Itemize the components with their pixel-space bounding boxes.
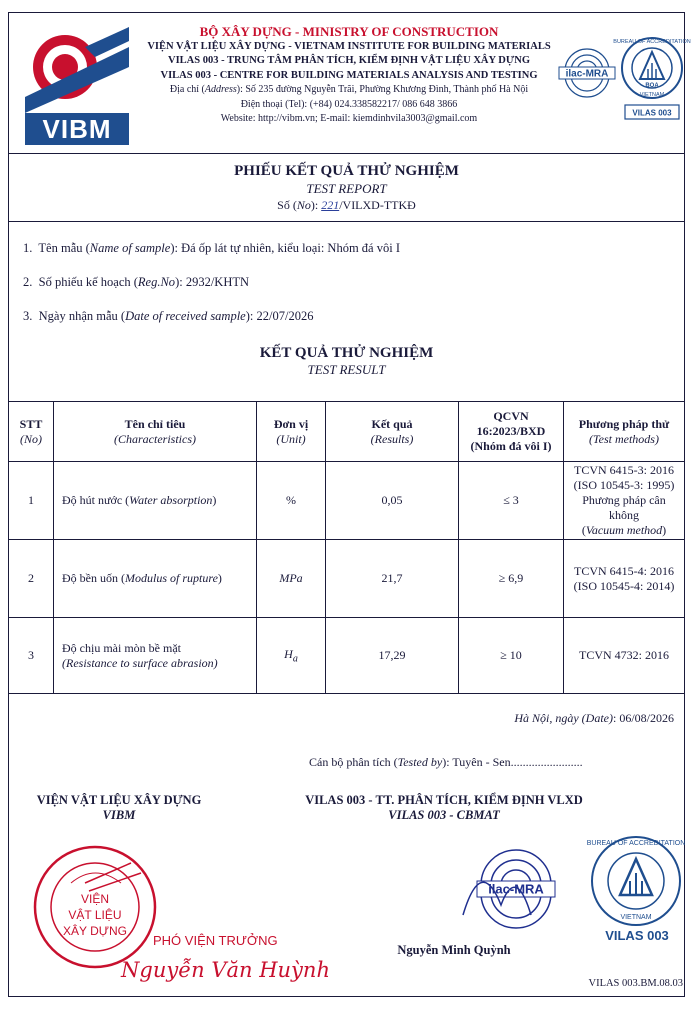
header [9,13,691,154]
table-row: 3 Độ chịu mài mòn bề mặt (Resistance to surface abrasion) $H_a$ 17,29 ≥ 10 TCVN 4732: 2016 [9,618,685,694]
report-number: Số (No): 221/VILXD-TTKĐ [277,198,416,212]
col-methods: Phương pháp thử (Test methods) [564,402,685,462]
table-row: 2 Độ bền uốn (Modulus of rupture) MPa 21,7 ≥ 6,9 TCVN 6415-4: 2016 (ISO 10545-4: 2014) [9,540,685,618]
result-title: KẾT QUẢ THỬ NGHIỆM TEST RESULT [259,345,434,377]
col-results: Kết quả (Results) [326,402,459,462]
boa-logo [613,35,691,125]
ilac2-text: ilac-MRA [488,881,544,897]
vilas-blue-label: VILAS 003 [605,928,669,943]
report-date: Hà Nội, ngày (Date): 06/08/2026 [514,711,674,725]
logo-text: VIBM [25,113,129,145]
info-received-date: 3. Ngày nhận mẫu (Date of received sample): 22/07/2026 [23,309,314,323]
boa2-ring-text: BUREAU OF ACCREDITATION [586,840,686,847]
deputy-signature-name: Nguyễn Văn Huỳnh [121,958,330,982]
boa-text: BOA [645,83,659,89]
table-header-row [9,402,685,462]
result-table [8,401,685,694]
right-signature-org: VILAS 003 - TT. PHÂN TÍCH, KIỂM ĐỊNH VLXD VILAS 003 - CBMAT [305,793,583,822]
info-sample-name: 1. Tên mẫu (Name of sample): Đá ốp lát tự nhiên, kiểu loại: Nhóm đá vôi I [23,241,400,255]
report-title-vi: PHIẾU KẾT QUẢ THỬ NGHIỆM [234,163,459,179]
table-row: 1 Độ hút nước (Water absorption) % 0,05 ≤ 3 TCVN 6415-3: 2016 (ISO 10545-3: 1995) Phương pháp cân không (Vacuum method) [9,462,685,540]
stamp-line-2: VẬT LIỆU [68,908,122,922]
boa-stamp [584,833,688,935]
vibm-logo [25,27,129,145]
ilac-text: ilac-MRA [565,68,609,80]
form-code: VILAS 003.BM.08.03 [588,978,683,989]
vilas-badge: VILAS 003 [632,108,672,118]
col-characteristics: Tên chỉ tiêu (Characteristics) [54,402,257,462]
deputy-title: PHÓ VIỆN TRƯỞNG [153,933,278,948]
col-unit: Đơn vị (Unit) [257,402,326,462]
red-seal-stamp [31,843,163,971]
right-signer-name: Nguyễn Minh Quỳnh [397,943,511,957]
test-report-page [8,12,691,997]
institute-line: VIỆN VẬT LIỆU XÂY DỰNG - VIETNAM INSTITUTE FOR BUILDING MATERIALS [147,40,551,52]
boa-country: VIETNAM [639,92,665,98]
ministry-line: BỘ XÂY DỰNG - MINISTRY OF CONSTRUCTION [199,24,499,39]
report-title-block [9,153,684,222]
left-signature-org: VIỆN VẬT LIỆU XÂY DỰNG VIBM [36,793,202,822]
address-line: Địa chỉ (Address): Số 235 đường Nguyễn Trãi, Phường Khương Đình, Thành phố Hà Nội [169,84,529,95]
web-line: Website: http://vibm.vn; E-mail: kiemdinhvila3003@gmail.com [220,113,478,124]
ilac-mra-stamp [461,845,571,931]
col-stt: STT (No) [9,402,54,462]
stamp-line-1: VIỆN [80,892,110,906]
header-text [139,25,559,127]
col-qcvn: QCVN 16:2023/BXD (Nhóm đá vôi I) [459,402,564,462]
stamp-line-3: XÂY DỰNG [62,924,128,938]
info-reg-no: 2. Số phiếu kế hoạch (Reg.No): 2932/KHTN [23,275,250,289]
boa2-country: VIETNAM [620,914,652,921]
lab-line-vi: VILAS 003 - TRUNG TÂM PHÂN TÍCH, KIỂM ĐỊNH VẬT LIỆU XÂY DỰNG [168,55,530,66]
boa-ring-text: BUREAU OF ACCREDITATION [613,39,691,45]
phone-line: Điện thoại (Tel): (+84) 024.338582217/ 086 648 3866 [240,98,458,110]
ilac-mra-logo [557,41,617,105]
lab-line-en: VILAS 003 - CENTRE FOR BUILDING MATERIALS ANALYSIS AND TESTING [160,69,538,81]
report-title-en: TEST REPORT [306,181,387,196]
tested-by: Cán bộ phân tích (Tested by): Tuyên - Sen........................ [309,755,583,769]
